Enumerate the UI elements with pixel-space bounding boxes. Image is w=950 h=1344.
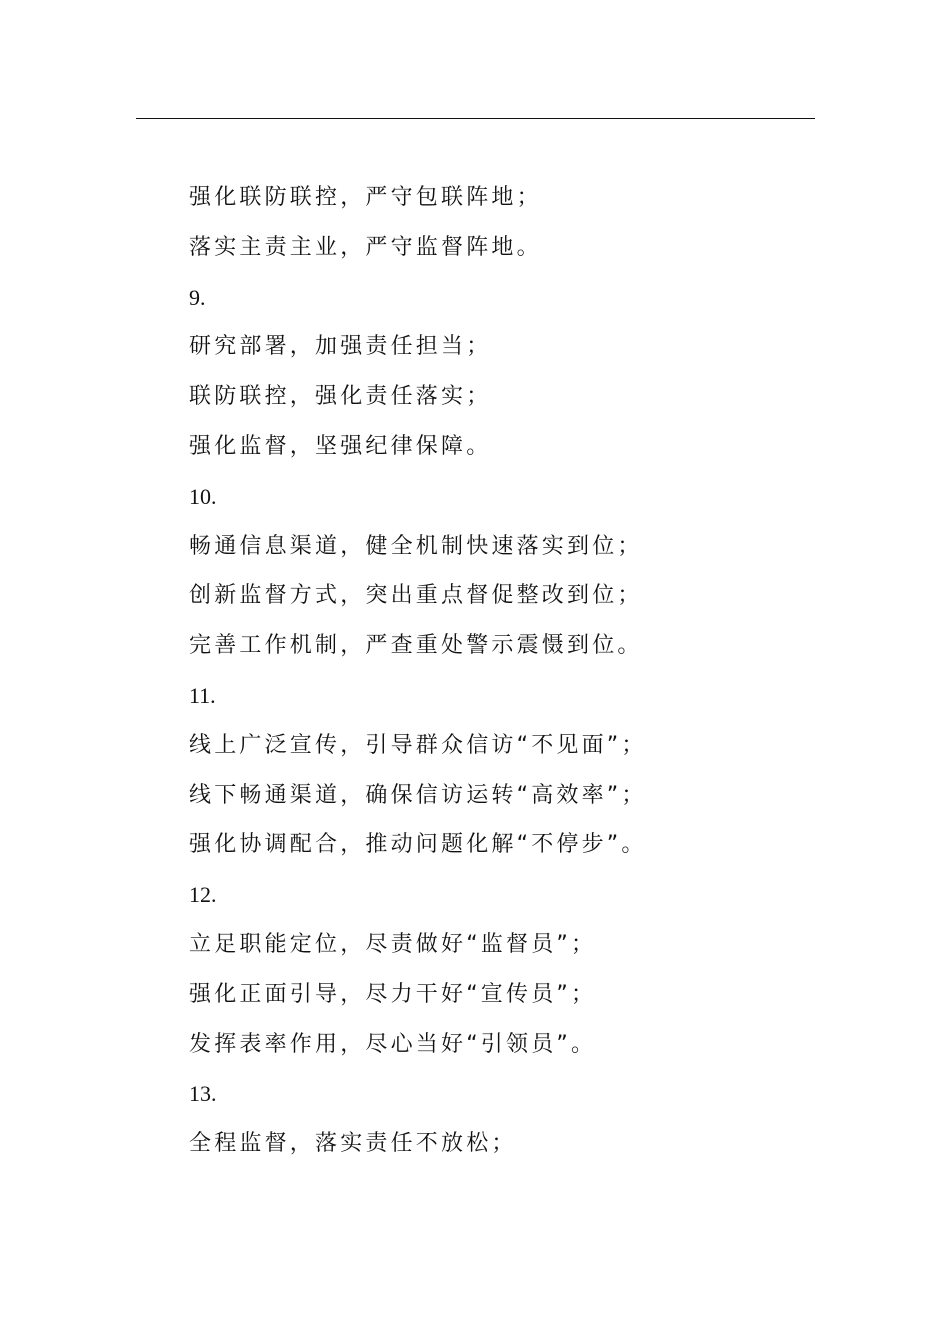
text-line: 强化监督，坚强纪律保障。	[189, 433, 492, 459]
section-number: 10.	[189, 483, 217, 509]
section-number: 12.	[189, 882, 217, 908]
header-rule	[136, 118, 815, 119]
text-line: 立足职能定位，尽责做好“监督员”；	[189, 931, 597, 957]
document-body	[189, 173, 809, 1169]
text-line: 畅通信息渠道，健全机制快速落实到位；	[189, 533, 643, 559]
text-line: 线下畅通渠道，确保信访运转“高效率”；	[189, 782, 647, 808]
text-line: 联防联控，强化责任落实；	[189, 384, 492, 410]
text-line: 强化正面引导，尽力干好“宣传员”；	[189, 981, 597, 1007]
text-line: 落实主责主业，严守监督阵地。	[189, 234, 542, 260]
section-number: 9.	[189, 284, 206, 310]
section-number: 11.	[189, 682, 216, 708]
text-line: 发挥表率作用，尽心当好“引领员”。	[189, 1031, 597, 1057]
text-line: 线上广泛宣传，引导群众信访“不见面”；	[189, 732, 647, 758]
text-line: 强化协调配合，推动问题化解“不停步”。	[189, 832, 647, 858]
text-line: 创新监督方式，突出重点督促整改到位；	[189, 583, 643, 609]
text-line: 全程监督，落实责任不放松；	[189, 1131, 517, 1157]
text-line: 研究部署，加强责任担当；	[189, 334, 492, 360]
text-line: 完善工作机制，严查重处警示震慑到位。	[189, 633, 643, 659]
section-number: 13.	[189, 1081, 217, 1107]
text-line: 强化联防联控，严守包联阵地；	[189, 185, 542, 210]
